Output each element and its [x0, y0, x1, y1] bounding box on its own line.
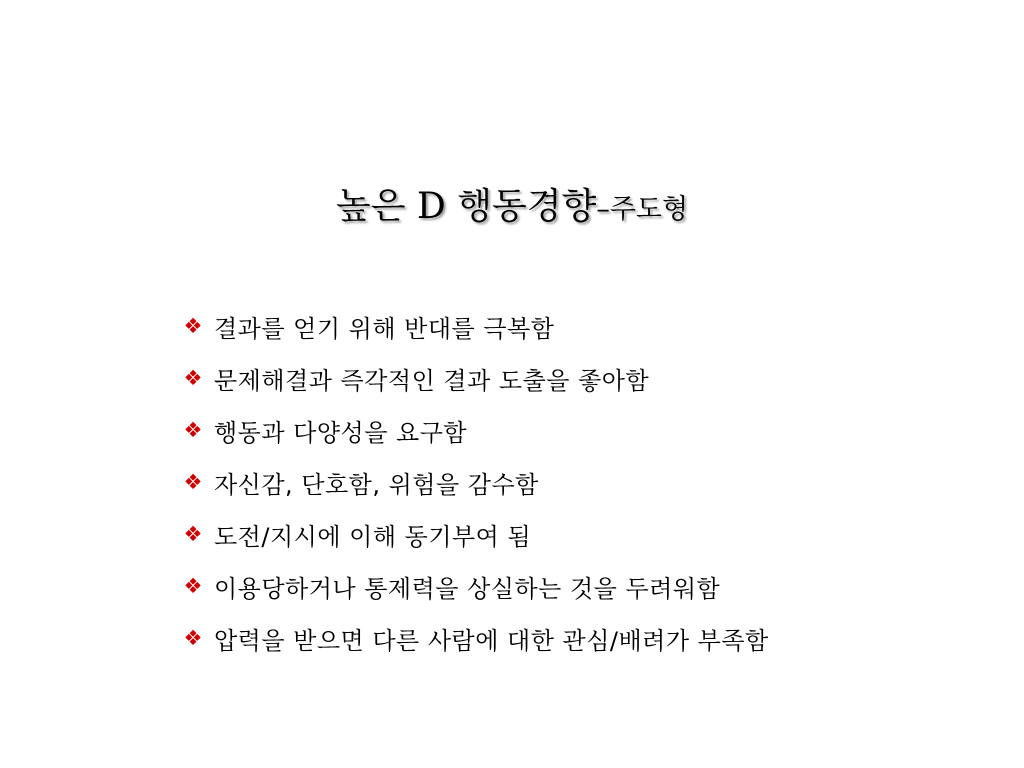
- bullet-text: 결과를 얻기 위해 반대를 극복함: [214, 314, 555, 343]
- bullet-text: 문제해결과 즉각적인 결과 도출을 좋아함: [214, 366, 650, 395]
- slide-title-main: 높은 D 행동경향: [335, 186, 597, 227]
- diamond-bullet-icon: ❖: [183, 573, 203, 598]
- slide-title-sub: –주도형: [596, 194, 689, 225]
- diamond-bullet-icon: ❖: [183, 625, 203, 650]
- bullet-item: [182, 404, 769, 456]
- bullet-item: [182, 508, 769, 560]
- bullet-item: [182, 560, 769, 612]
- diamond-bullet-icon: ❖: [183, 521, 203, 546]
- slide-title: [0, 178, 1024, 229]
- diamond-bullet-icon: ❖: [183, 365, 203, 390]
- bullet-text: 압력을 받으면 다른 사람에 대한 관심/배려가 부족함: [214, 626, 769, 655]
- diamond-bullet-icon: ❖: [183, 469, 203, 494]
- bullet-item: [182, 352, 769, 404]
- bullet-item: [182, 300, 769, 352]
- bullet-item: [182, 456, 769, 508]
- bullet-text: 이용당하거나 통제력을 상실하는 것을 두려워함: [214, 574, 721, 603]
- diamond-bullet-icon: ❖: [183, 313, 203, 338]
- bullet-text: 자신감, 단호함, 위험을 감수함: [214, 470, 539, 499]
- bullet-text: 행동과 다양성을 요구함: [214, 418, 468, 447]
- bullet-list: [182, 300, 769, 664]
- bullet-item: [182, 612, 769, 664]
- bullet-text: 도전/지시에 이해 동기부여 됨: [214, 522, 532, 551]
- diamond-bullet-icon: ❖: [183, 417, 203, 442]
